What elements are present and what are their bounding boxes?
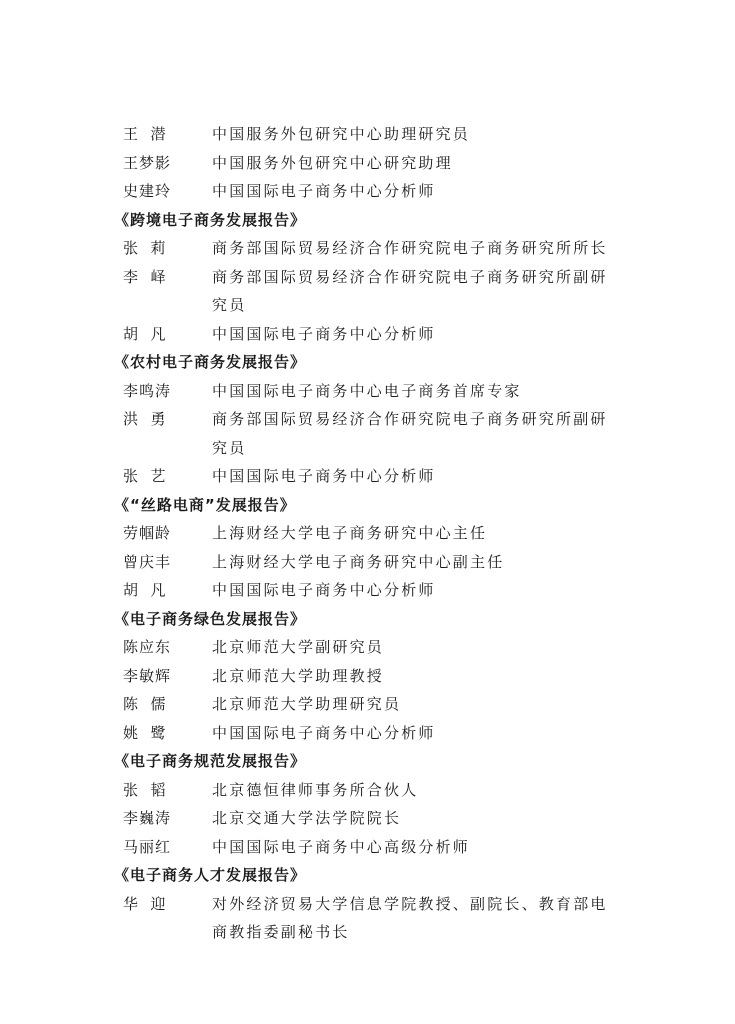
contributor-role: 中国国际电子商务中心分析师 (212, 324, 436, 343)
contributor-name: 马丽红 (123, 837, 172, 856)
contributor-role: 中国国际电子商务中心分析师 (212, 581, 436, 599)
contributor-name: 华 迎 (123, 894, 167, 913)
contributor-role: 上海财经大学电子商务研究中心主任 (212, 524, 488, 542)
contributor-row (123, 804, 623, 833)
contributor-row (123, 120, 623, 149)
contributor-role: 中国服务外包研究中心研究助理 (212, 153, 453, 172)
contributor-role: 中国国际电子商务中心电子商务首席专家 (212, 381, 522, 400)
contributor-list (114, 120, 623, 947)
contributor-role: 中国国际电子商务中心分析师 (212, 467, 436, 485)
contributor-row (123, 519, 623, 548)
section-heading: 《跨境电子商务发展报告》 (114, 210, 307, 229)
contributor-name: 劳帼龄 (123, 524, 172, 542)
contributor-role: 北京师范大学副研究员 (212, 638, 385, 656)
contributor-name: 张 韬 (123, 780, 167, 799)
contributor-name: 姚 鹭 (123, 723, 167, 742)
contributor-row (123, 149, 623, 178)
section-heading: 《电子商务绿色发展报告》 (114, 609, 307, 628)
section-heading: 《“丝路电商”发展报告》 (114, 495, 296, 514)
contributor-row (123, 576, 623, 605)
contributor-row (123, 833, 623, 862)
contributor-role: 对外经济贸易大学信息学院教授、副院长、教育部电商教指委副秘书长 (212, 894, 608, 941)
contributor-role: 中国服务外包研究中心助理研究员 (212, 125, 471, 143)
section-heading: 《电子商务人才发展报告》 (114, 866, 307, 884)
contributor-row (123, 548, 623, 577)
contributor-row (123, 263, 623, 320)
contributor-row (123, 320, 623, 349)
contributor-role: 中国国际电子商务中心分析师 (212, 182, 436, 200)
contributor-row (123, 405, 623, 462)
contributor-name: 王梦影 (123, 153, 172, 172)
section-heading: 《农村电子商务发展报告》 (114, 353, 307, 371)
contributor-name: 洪 勇 (123, 410, 167, 428)
contributor-row (123, 462, 623, 491)
contributor-name: 史建玲 (123, 182, 172, 200)
contributor-name: 张 艺 (123, 467, 167, 485)
contributor-name: 曾庆丰 (123, 552, 172, 571)
contributor-row (123, 662, 623, 691)
contributor-name: 张 莉 (123, 239, 167, 257)
contributor-role: 北京师范大学助理教授 (212, 666, 385, 685)
contributor-row (123, 234, 623, 263)
contributor-role: 中国国际电子商务中心高级分析师 (212, 837, 471, 856)
contributor-row (123, 719, 623, 748)
contributor-role: 北京德恒律师事务所合伙人 (212, 780, 419, 799)
contributor-role: 商务部国际贸易经济合作研究院电子商务研究所副研究员 (212, 267, 608, 314)
contributor-name: 李 峄 (123, 267, 167, 286)
contributor-name: 李鸣涛 (123, 381, 172, 400)
contributor-name: 胡 凡 (123, 324, 167, 343)
contributor-name: 陈应东 (123, 638, 172, 656)
contributor-name: 王 潜 (123, 125, 167, 143)
contributor-role: 北京交通大学法学院院长 (212, 809, 402, 827)
contributor-row (123, 776, 623, 805)
contributor-row (123, 177, 623, 206)
contributor-role: 商务部国际贸易经济合作研究院电子商务研究所所长 (212, 239, 608, 257)
contributor-name: 李敏辉 (123, 666, 172, 685)
contributor-role: 中国国际电子商务中心分析师 (212, 723, 436, 742)
section-heading: 《电子商务规范发展报告》 (114, 752, 307, 770)
contributor-row (123, 890, 623, 947)
contributor-row (123, 633, 623, 662)
contributor-row (123, 690, 623, 719)
contributor-name: 李巍涛 (123, 809, 172, 827)
contributor-name: 陈 儒 (123, 695, 167, 713)
contributor-row (123, 377, 623, 406)
contributor-role: 上海财经大学电子商务研究中心副主任 (212, 552, 505, 571)
contributor-role: 北京师范大学助理研究员 (212, 695, 402, 713)
contributor-name: 胡 凡 (123, 581, 167, 599)
contributor-role: 商务部国际贸易经济合作研究院电子商务研究所副研究员 (212, 410, 608, 457)
